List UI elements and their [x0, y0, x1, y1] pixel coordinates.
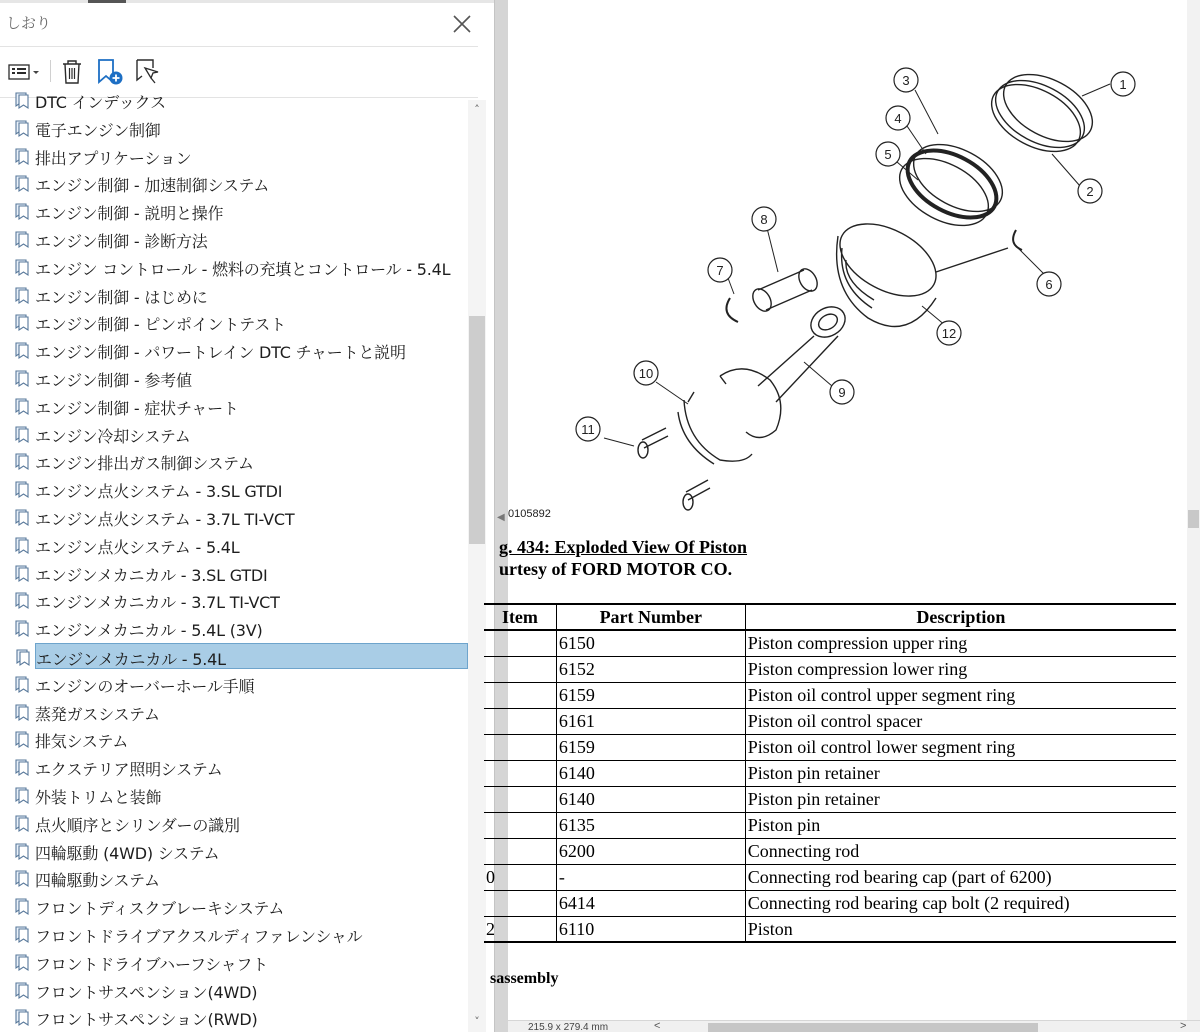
bookmark-icon: [14, 481, 30, 498]
bookmark-icon: [14, 287, 30, 304]
cell-item: [484, 786, 556, 812]
bookmark-item[interactable]: [14, 560, 468, 586]
panel-title: しおり: [6, 14, 52, 32]
bookmark-item[interactable]: [14, 1004, 468, 1030]
callout-label: 10: [638, 366, 654, 381]
bookmark-icon: [14, 926, 30, 943]
bookmarks-toolbar: [0, 52, 478, 92]
parts-table: [484, 603, 1176, 943]
bookmark-icon: [14, 203, 30, 220]
bookmark-item[interactable]: [14, 921, 468, 947]
bookmark-label: 電子エンジン制御: [35, 120, 161, 140]
scroll-left-button[interactable]: <: [654, 1020, 661, 1032]
scroll-right-button[interactable]: >: [1180, 1020, 1187, 1032]
bookmark-label: エンジン制御 - 参考値: [35, 371, 192, 390]
figure-id: 0105892: [508, 508, 551, 520]
cell-description: Connecting rod bearing cap bolt (2 required): [747, 893, 1070, 913]
figure-courtesy: urtesy of FORD MOTOR CO.: [499, 559, 733, 579]
bookmark-label: 四輪駆動システム: [35, 871, 160, 891]
cell-part-number: -: [556, 864, 745, 890]
callout-label: 8: [760, 212, 768, 227]
bookmarks-panel: [0, 0, 494, 1032]
callout-label: 2: [1086, 184, 1094, 199]
bookmark-item[interactable]: [14, 226, 468, 252]
cell-part-number: 6161: [556, 708, 745, 734]
cell-item: [484, 812, 556, 838]
table-row: [484, 890, 1176, 916]
cell-item: [484, 708, 556, 734]
cell-part-number: 6414: [556, 890, 745, 916]
bookmark-icon: [14, 787, 30, 804]
bookmark-label: エンジン排出ガス制御システム: [35, 454, 254, 474]
bookmark-label: エクステリア照明システム: [35, 760, 223, 780]
bookmark-icon: [14, 1009, 30, 1026]
bookmark-item[interactable]: [14, 977, 468, 1003]
bookmark-item[interactable]: [14, 699, 468, 725]
divider: [0, 46, 478, 47]
bookmark-icon: [14, 314, 30, 331]
cell-part-number: 6159: [556, 734, 745, 760]
bookmark-icon: [14, 815, 30, 832]
new-bookmark-button[interactable]: [94, 56, 126, 86]
horizontal-scrollbar-thumb[interactable]: [708, 1023, 1038, 1032]
cell-description: Piston compression lower ring: [747, 659, 968, 679]
bookmark-item[interactable]: [14, 476, 468, 502]
trash-icon: [58, 56, 86, 86]
cell-description: Piston: [747, 918, 793, 939]
bookmark-icon: [14, 509, 30, 526]
scroll-up-arrow-icon[interactable]: ˄: [474, 103, 480, 116]
cell-item: [484, 890, 556, 916]
callout-label: 12: [941, 326, 957, 341]
cell-description: Piston oil control lower segment ring: [747, 737, 1016, 757]
bookmark-item[interactable]: [14, 504, 468, 530]
table-header-row: [484, 604, 1176, 630]
cell-part-number: 6110: [556, 916, 745, 942]
callout-label: 3: [902, 73, 910, 88]
table-row: [484, 630, 1176, 656]
bookmark-label: エンジン制御 - はじめに: [35, 287, 208, 307]
cell-item: 2: [484, 916, 556, 942]
bookmark-item[interactable]: [35, 643, 468, 669]
toolbar-separator: [50, 60, 51, 82]
bookmark-item[interactable]: [14, 421, 468, 447]
table-row: [484, 734, 1176, 760]
delete-bookmark-button[interactable]: [58, 56, 86, 86]
bookmark-label: エンジンメカニカル - 3.7L TI-VCT: [35, 593, 280, 613]
bookmark-item[interactable]: [14, 87, 468, 113]
table-row: [484, 708, 1176, 734]
callout-label: 5: [884, 147, 892, 162]
bookmark-item[interactable]: [14, 587, 468, 613]
page-size-label: 215.9 x 279.4 mm: [528, 1022, 609, 1033]
bookmark-label: エンジンメカニカル - 5.4L (3V): [35, 621, 263, 641]
cell-part-number: 6200: [556, 838, 745, 864]
options-menu-button[interactable]: [6, 56, 42, 86]
table-row: [484, 864, 1176, 890]
status-bar: [508, 1020, 1200, 1032]
bookmark-icon: [14, 370, 30, 387]
collapse-panel-icon[interactable]: ◀: [497, 512, 505, 523]
table-row: [484, 760, 1176, 786]
cell-part-number: 6152: [556, 656, 745, 682]
column-header-item: Item: [484, 604, 556, 630]
callout-label: 4: [894, 111, 902, 126]
bookmark-item[interactable]: [14, 115, 468, 141]
cell-part-number: 6150: [556, 630, 745, 656]
bookmark-label: エンジン制御 - 説明と操作: [35, 204, 224, 224]
bookmark-label: 点火順序とシリンダーの識別: [35, 815, 240, 835]
cell-description: Piston pin retainer: [747, 789, 880, 809]
bookmark-label: フロントディスクブレーキシステム: [35, 899, 285, 919]
panel-top-strip: [0, 0, 494, 3]
bookmark-label: エンジン制御 - ピンポイントテスト: [35, 315, 286, 335]
cell-description: Piston oil control upper segment ring: [747, 685, 1016, 705]
bookmark-icon: [14, 620, 30, 637]
bookmark-label: エンジンメカニカル - 3.SL GTDI: [35, 565, 268, 585]
bookmark-label: 排気システム: [35, 732, 129, 752]
figure-caption: g. 434: Exploded View Of Piston: [499, 537, 748, 557]
options-menu-icon: [6, 56, 42, 86]
bookmark-icon: [14, 898, 30, 915]
bookmark-icon: [14, 148, 30, 165]
table-row: [484, 656, 1176, 682]
scrollbar-thumb[interactable]: [1188, 510, 1199, 528]
bookmark-item[interactable]: [14, 782, 468, 808]
column-header-description: Description: [916, 607, 1006, 627]
bookmark-item[interactable]: [14, 671, 468, 697]
bookmark-label: エンジン コントロール - 燃料の充填とコントロール - 5.4L: [35, 259, 451, 279]
bookmark-label: エンジン点火システム - 3.7L TI-VCT: [35, 510, 295, 529]
bookmark-icon: [14, 175, 30, 192]
cell-description: Piston oil control spacer: [747, 711, 923, 731]
cell-description: Connecting rod bearing cap (part of 6200): [747, 867, 1052, 887]
cell-description: Piston pin retainer: [747, 763, 880, 783]
close-icon: [448, 10, 476, 38]
cell-item: 0: [484, 864, 556, 890]
bookmark-item[interactable]: [14, 949, 468, 975]
bookmark-item[interactable]: [14, 838, 468, 864]
parts-table-body: [484, 630, 1176, 942]
bookmark-label: フロントドライブアクスルディファレンシャル: [35, 927, 363, 946]
bookmark-item[interactable]: [14, 365, 468, 391]
bookmark-label: エンジン制御 - パワートレイン DTC チャートと説明: [35, 343, 406, 363]
bookmark-item[interactable]: [14, 754, 468, 780]
bookmark-label: エンジンのオーバーホール手順: [35, 676, 255, 696]
cell-description: Connecting rod: [747, 841, 860, 861]
bookmark-icon: [14, 342, 30, 359]
bookmark-item[interactable]: [14, 170, 468, 196]
callout-label: 11: [581, 422, 595, 437]
bookmark-label: 外装トリムと装飾: [35, 788, 162, 807]
bookmark-item[interactable]: [14, 532, 468, 558]
callout-label: 7: [716, 263, 724, 278]
panel-tab-indicator: [88, 0, 126, 3]
bookmark-item[interactable]: [14, 254, 468, 280]
document-view[interactable]: [486, 0, 1200, 1032]
bookmark-label: エンジン制御 - 症状チャート: [35, 398, 239, 418]
bookmark-label: DTC インデックス: [35, 93, 166, 112]
bookmark-icon: [14, 676, 30, 693]
cell-item: [484, 838, 556, 864]
cell-part-number: 6140: [556, 786, 745, 812]
bookmark-item[interactable]: [14, 393, 468, 419]
scrollbar-thumb[interactable]: [469, 316, 485, 544]
bookmark-icon: [14, 731, 30, 748]
bookmark-item[interactable]: [14, 810, 468, 836]
find-current-bookmark-button[interactable]: [130, 56, 162, 86]
bookmark-label: エンジンメカニカル - 5.4L: [36, 650, 226, 669]
callout-label: 9: [838, 385, 846, 400]
bookmark-icon: [14, 954, 30, 971]
cell-description: Piston compression upper ring: [747, 633, 968, 654]
table-row: [484, 812, 1176, 838]
bookmark-label: 蒸発ガスシステム: [35, 704, 160, 724]
bookmark-label: フロントサスペンション(4WD): [35, 982, 258, 1002]
bookmark-icon: [14, 259, 30, 276]
find-current-bookmark-icon: [130, 56, 162, 86]
new-bookmark-icon: [94, 56, 126, 86]
bookmark-label: エンジン点火システム - 3.SL GTDI: [35, 482, 283, 502]
bookmark-icon: [14, 759, 30, 776]
bookmark-icon: [14, 843, 30, 860]
cell-item: [484, 734, 556, 760]
callout-label: 6: [1045, 277, 1053, 292]
bookmark-label: エンジン冷却システム: [35, 426, 191, 446]
bookmark-item[interactable]: [14, 337, 468, 363]
column-header-part-number: Part Number: [556, 604, 745, 630]
cell-part-number: 6135: [556, 812, 745, 838]
bookmark-label: エンジン制御 - 加速制御システム: [35, 176, 270, 196]
bookmark-item[interactable]: [14, 282, 468, 308]
bookmark-icon: [14, 426, 30, 443]
bookmark-item[interactable]: [14, 143, 468, 169]
bookmark-label: フロントドライブハーフシャフト: [35, 954, 269, 974]
table-row: [484, 682, 1176, 708]
bookmark-item[interactable]: [14, 865, 468, 891]
bookmark-icon: [14, 870, 30, 887]
bookmark-icon: [14, 982, 30, 999]
bookmark-item[interactable]: [14, 309, 468, 335]
bookmark-label: エンジン点火システム - 5.4L: [35, 537, 240, 557]
cell-item: [484, 760, 556, 786]
bookmark-icon: [14, 592, 30, 609]
bookmark-icon: [14, 565, 30, 582]
bookmark-label: 四輪駆動 (4WD) システム: [35, 843, 220, 863]
bookmark-label: 排出アプリケーション: [35, 148, 192, 168]
cell-item: [484, 682, 556, 708]
cell-description: Piston pin: [747, 815, 821, 835]
bookmark-item[interactable]: [14, 448, 468, 474]
bookmark-icon: [14, 231, 30, 248]
table-row: [484, 916, 1176, 942]
bookmark-item[interactable]: [14, 198, 468, 224]
bookmark-item[interactable]: [14, 726, 468, 752]
cell-part-number: 6159: [556, 682, 745, 708]
bookmark-item[interactable]: [14, 893, 468, 919]
bookmark-icon: [14, 398, 30, 415]
document-vertical-scrollbar[interactable]: [1187, 0, 1200, 1020]
table-row: [484, 838, 1176, 864]
close-panel-button[interactable]: [448, 10, 476, 38]
bookmark-icon: [14, 120, 30, 137]
bookmark-icon: [14, 704, 30, 721]
cell-part-number: 6140: [556, 760, 745, 786]
table-row: [484, 786, 1176, 812]
bookmark-tree[interactable]: [0, 93, 470, 1032]
bookmark-icon: [14, 92, 30, 109]
callout-label: 1: [1119, 77, 1127, 92]
section-heading: sassembly: [490, 970, 559, 987]
scroll-down-arrow-icon[interactable]: ˅: [474, 1015, 480, 1028]
bookmark-icon: [14, 537, 30, 554]
cell-item: [484, 656, 556, 682]
bookmark-label: フロントサスペンション(RWD): [35, 1010, 258, 1030]
bookmark-label: エンジン制御 - 診断方法: [35, 232, 208, 251]
bookmark-icon: [15, 649, 31, 666]
bookmark-icon: [14, 453, 30, 470]
cell-item: [484, 630, 556, 656]
bookmark-item[interactable]: [14, 615, 468, 641]
exploded-piston-diagram: [508, 50, 1188, 530]
